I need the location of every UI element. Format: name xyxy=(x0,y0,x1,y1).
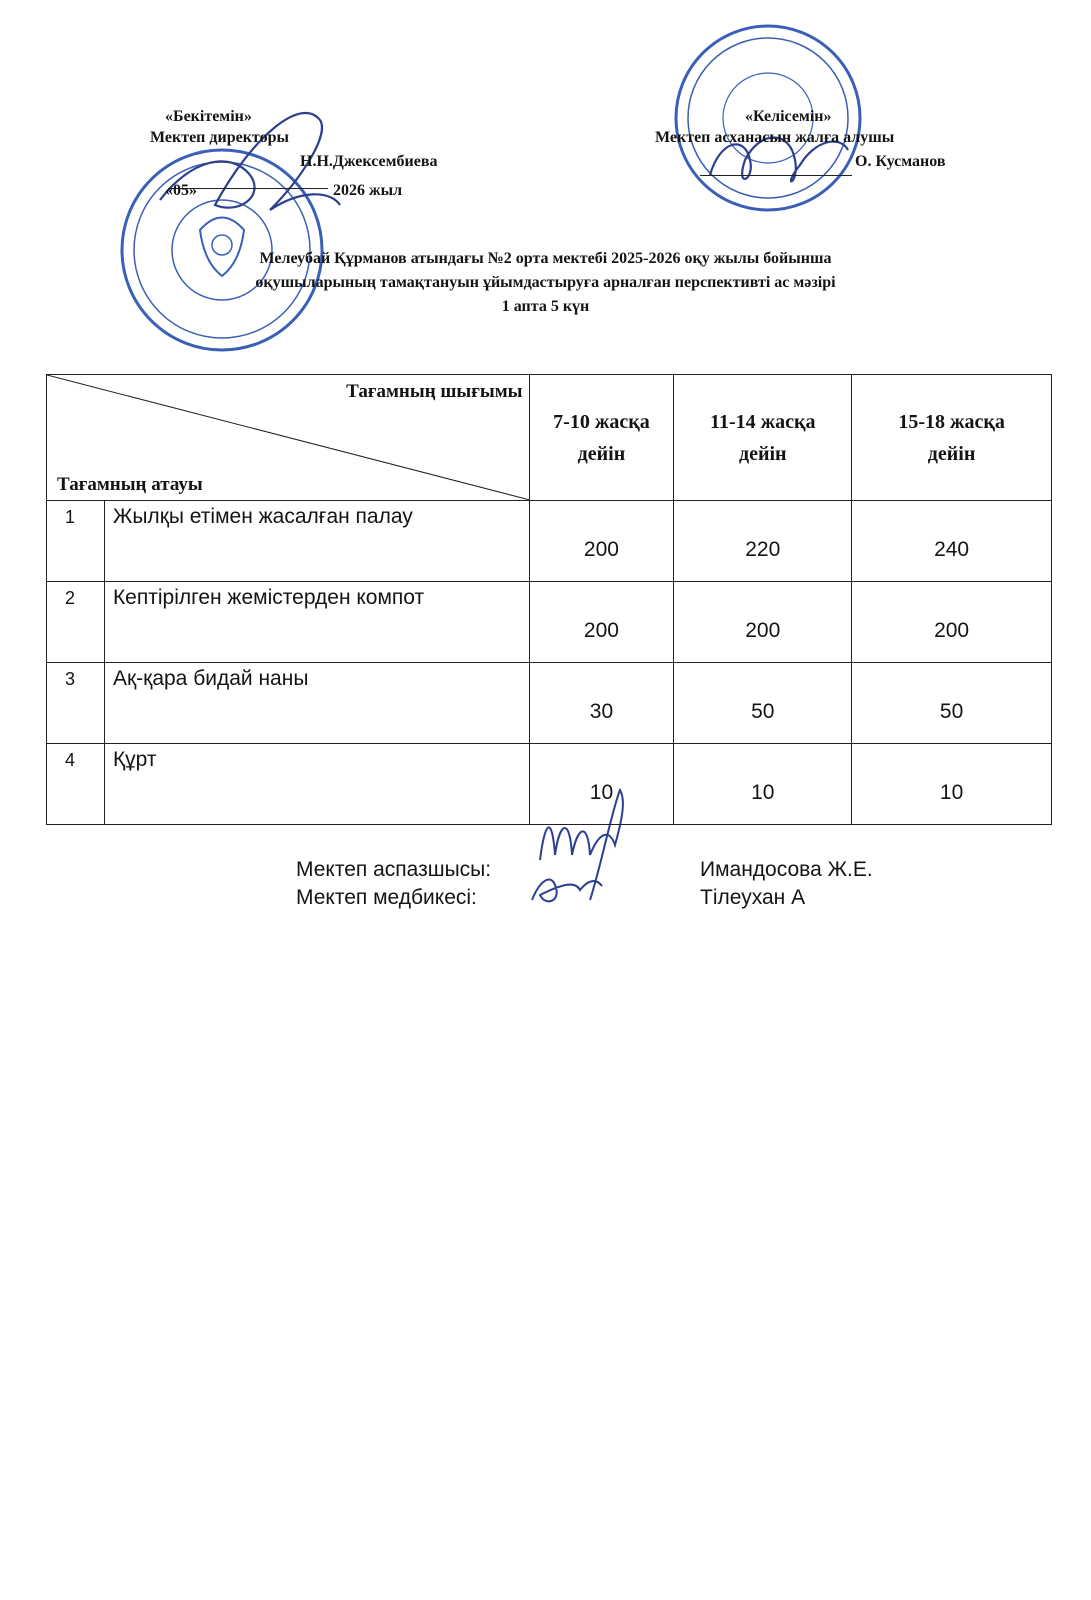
portion-15-18: 200 xyxy=(852,582,1052,663)
age-header-line2: дейін xyxy=(738,442,787,465)
approve-left-role: Мектеп директоры xyxy=(150,129,289,146)
cook-name: Имандосова Ж.Е. xyxy=(700,858,873,881)
nurse-name: Тілеухан А xyxy=(700,886,806,909)
dish-name: Құрт xyxy=(104,744,529,825)
age-header-line1: 11-14 жасқа xyxy=(710,410,816,433)
table-row xyxy=(47,663,1052,744)
nurse-label: Мектеп медбикесі: xyxy=(296,886,477,909)
portion-15-18: 240 xyxy=(852,501,1052,582)
age-header-line2: дейін xyxy=(577,442,626,465)
row-number: 2 xyxy=(47,582,105,663)
approve-left-date-day: «05» xyxy=(165,182,197,199)
cook-label: Мектеп аспазшысы: xyxy=(296,858,492,881)
approve-right-name: О. Кусманов xyxy=(855,153,946,170)
portion-7-10: 30 xyxy=(529,663,674,744)
corner-header-top: Тағамның шығымы xyxy=(346,381,523,402)
table-header-row xyxy=(47,375,1052,501)
portion-7-10: 10 xyxy=(529,744,674,825)
portion-7-10: 200 xyxy=(529,501,674,582)
document-title-line-3: 1 апта 5 күн xyxy=(501,298,590,315)
age-header-15-18 xyxy=(852,375,1052,501)
approve-left-name: Н.Н.Джексембиева xyxy=(300,153,438,170)
age-header-line1: 15-18 жасқа xyxy=(898,410,1005,433)
document-title-line-1: Мелеубай Құрманов атындағы №2 орта мектебі 2025-2026 оқу жылы бойынша xyxy=(259,250,832,267)
table-row xyxy=(47,501,1052,582)
age-header-11-14 xyxy=(674,375,852,501)
age-header-7-10 xyxy=(529,375,674,501)
document-title-line-2: оқушыларының тамақтануын ұйымдастыруға арналған перспективті ас мәзірі xyxy=(255,274,836,291)
corner-header-cell xyxy=(47,375,530,501)
approve-left-date-year: 2026 жыл xyxy=(333,182,403,199)
portion-11-14: 200 xyxy=(674,582,852,663)
portion-11-14: 50 xyxy=(674,663,852,744)
row-number: 1 xyxy=(47,501,105,582)
table-row xyxy=(47,744,1052,825)
portion-11-14: 10 xyxy=(674,744,852,825)
row-number: 4 xyxy=(47,744,105,825)
portion-11-14: 220 xyxy=(674,501,852,582)
dish-name: Жылқы етімен жасалған палау xyxy=(104,501,529,582)
corner-header-bottom: Тағамның атауы xyxy=(57,474,203,495)
portion-15-18: 10 xyxy=(852,744,1052,825)
age-header-line1: 7-10 жасқа xyxy=(553,410,650,433)
approve-left-heading: «Бекітемін» xyxy=(165,108,252,125)
approve-right-sign-line xyxy=(700,175,852,176)
table-row xyxy=(47,582,1052,663)
menu-table xyxy=(46,374,1052,825)
dish-name: Кептірілген жемістерден компот xyxy=(104,582,529,663)
portion-7-10: 200 xyxy=(529,582,674,663)
age-header-line2: дейін xyxy=(927,442,976,465)
dish-name: Ақ-қара бидай наны xyxy=(104,663,529,744)
row-number: 3 xyxy=(47,663,105,744)
portion-15-18: 50 xyxy=(852,663,1052,744)
approve-right-role: Мектеп асханасын жалға алушы xyxy=(655,129,895,146)
approve-right-heading: «Келісемін» xyxy=(745,108,832,125)
